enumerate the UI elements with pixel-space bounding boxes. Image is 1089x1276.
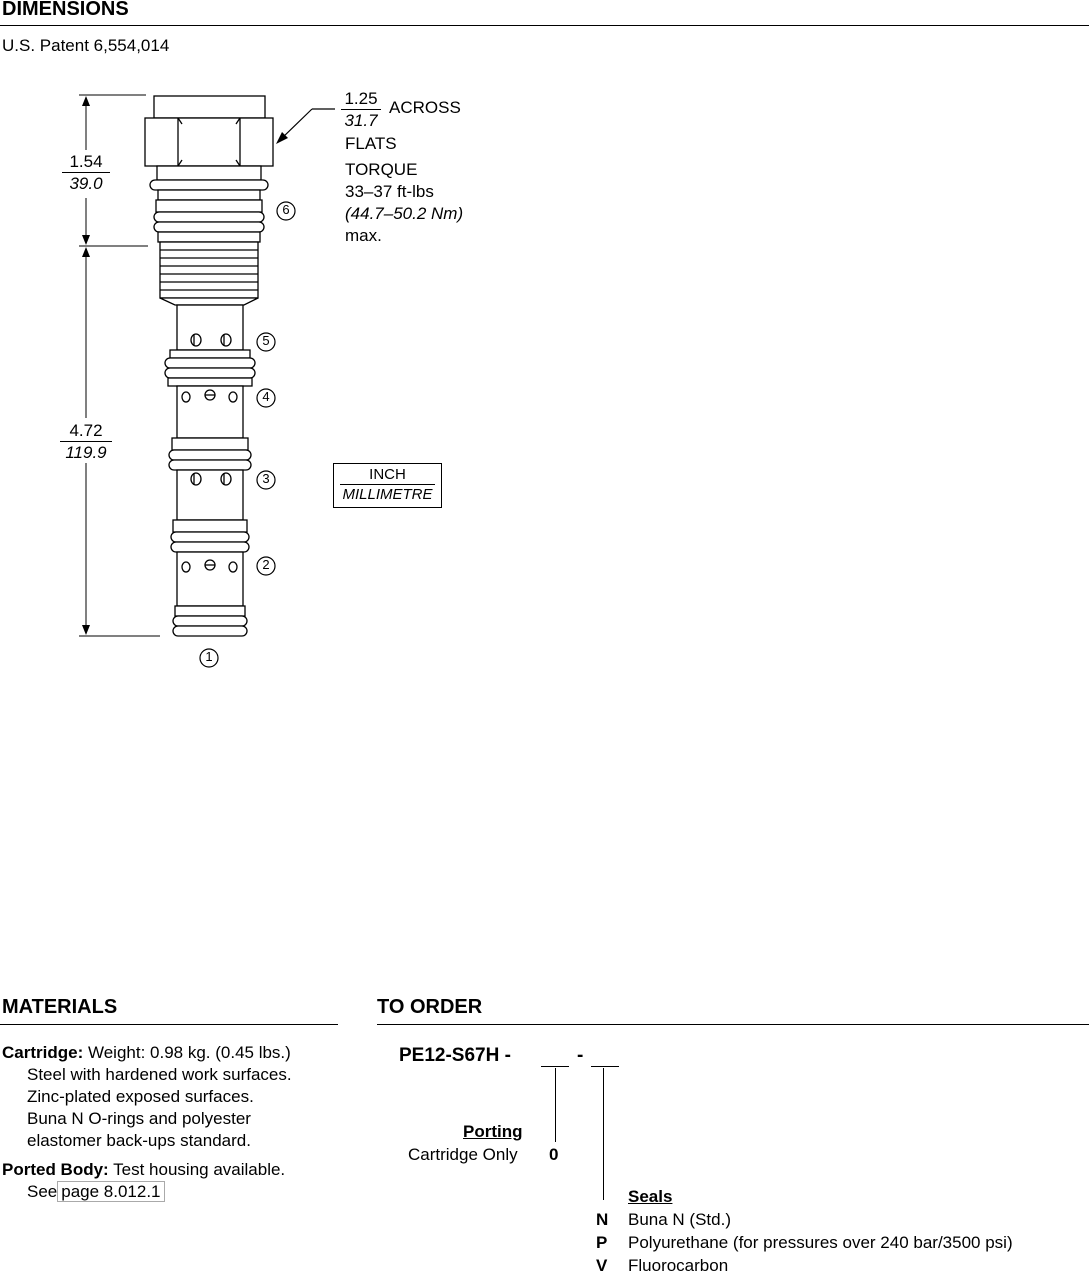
materials-rule [0, 1024, 338, 1025]
flats-label: FLATS [345, 134, 397, 153]
seals-blank [591, 1066, 619, 1067]
units-mm: MILLIMETRE [342, 486, 433, 503]
torque-nm: (44.7–50.2 Nm) [345, 204, 464, 223]
cartridge-drawing [0, 0, 560, 690]
lower-dim-mm: 119.9 [65, 443, 107, 462]
porting-connector [555, 1068, 556, 1142]
seal-code-p: P [596, 1233, 608, 1252]
upper-dim-inch: 1.54 [62, 151, 110, 173]
cartridge-line-3: Buna N O-rings and polyester [27, 1109, 251, 1128]
torque-label: TORQUE [345, 160, 418, 179]
cartridge-label: Cartridge: [2, 1043, 84, 1062]
port-5-label: 5 [262, 333, 270, 348]
lower-dimension [60, 420, 112, 463]
port-4-label: 4 [262, 389, 270, 404]
cartridge-weight: Weight: 0.98 kg. (0.45 lbs.) [87, 1043, 291, 1062]
torque-max: max. [345, 226, 382, 245]
flats-inch: 1.25 [341, 88, 381, 110]
units-legend-box [333, 463, 442, 508]
seal-code-n: N [596, 1210, 609, 1229]
porting-blank [541, 1066, 569, 1067]
port-3-label: 3 [262, 471, 270, 486]
see-text: See [27, 1182, 58, 1201]
porting-option-label: Cartridge Only [408, 1145, 518, 1164]
page-link[interactable]: page 8.012.1 [57, 1181, 164, 1202]
flats-mm: 31.7 [344, 111, 378, 130]
flats-dimension [341, 88, 381, 131]
model-code: PE12-S67H - [399, 1045, 511, 1066]
seal-label-p: Polyurethane (for pressures over 240 bar/3500 psi) [628, 1233, 1013, 1252]
ported-body-text: Test housing available. [113, 1160, 286, 1179]
cartridge-line-2: Zinc-plated exposed surfaces. [27, 1087, 254, 1106]
flats-across-label: ACROSS [389, 98, 461, 117]
seal-code-v: V [596, 1256, 608, 1275]
seal-label-n: Buna N (Std.) [628, 1210, 731, 1229]
materials-body [2, 1042, 292, 1203]
cartridge-line-4: elastomer back-ups standard. [27, 1131, 251, 1150]
lower-dim-inch: 4.72 [60, 420, 112, 442]
model-separator: - [577, 1045, 584, 1066]
dimensions-heading: DIMENSIONS [2, 0, 129, 20]
to-order-rule [377, 1024, 1089, 1025]
materials-heading: MATERIALS [2, 996, 118, 1018]
cartridge-line-1: Steel with hardened work surfaces. [27, 1065, 292, 1084]
port-1-label: 1 [205, 649, 213, 664]
port-6-label: 6 [282, 202, 290, 217]
porting-option-code: 0 [549, 1145, 559, 1164]
units-inch: INCH [340, 466, 435, 485]
upper-dim-mm: 39.0 [69, 174, 103, 193]
to-order-heading: TO ORDER [377, 996, 483, 1018]
patent-text: U.S. Patent 6,554,014 [2, 36, 170, 55]
torque-ftlbs: 33–37 ft-lbs [345, 182, 434, 201]
porting-title: Porting [463, 1122, 523, 1141]
upper-dimension [62, 151, 110, 194]
seals-connector [603, 1068, 604, 1200]
seals-title: Seals [628, 1187, 673, 1206]
ported-body-label: Ported Body: [2, 1160, 109, 1179]
seal-label-v: Fluorocarbon [628, 1256, 729, 1275]
port-2-label: 2 [262, 557, 270, 572]
torque-block [345, 159, 463, 247]
